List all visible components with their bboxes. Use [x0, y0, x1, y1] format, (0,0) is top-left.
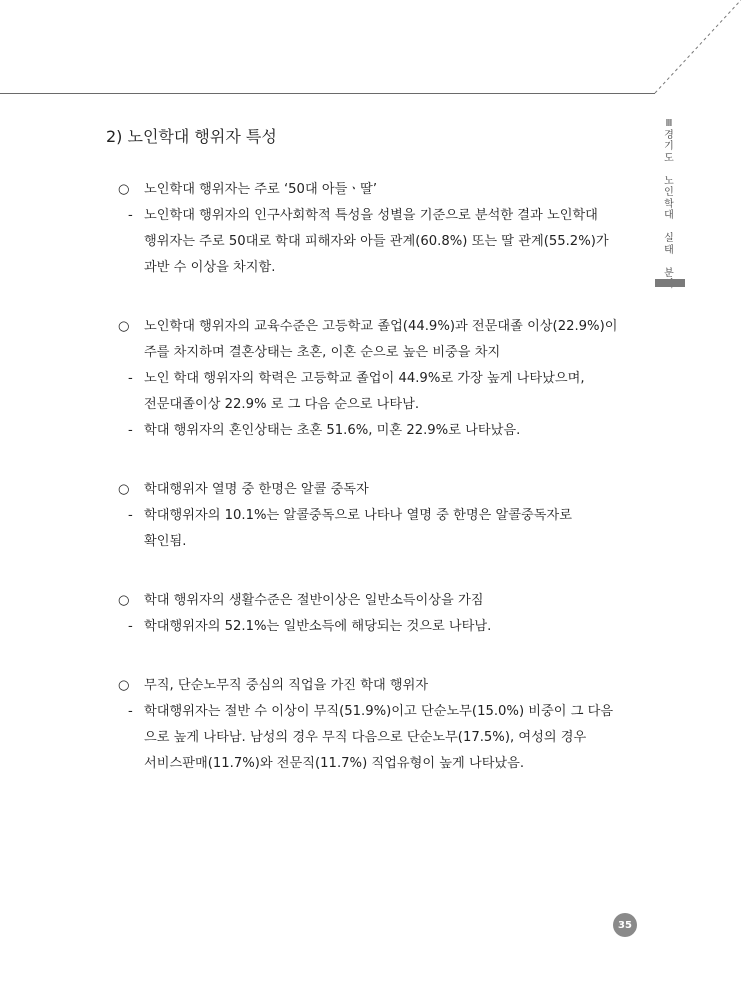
detail-line: 노인 학대 행위자의 학력은 고등학교 졸업이 44.9%로 가장 높게 나타났으며, [144, 371, 585, 386]
body-content [118, 176, 638, 809]
side-label-char [663, 164, 675, 176]
finding-heading [118, 476, 638, 503]
side-label-char: 분 [664, 267, 674, 279]
section-title: 2) 노인학대 행위자 특성 [106, 127, 277, 146]
finding-heading-text: 노인학대 행위자의 교육수준은 고등학교 졸업(44.9%)과 전문대졸 이상(22.9%)이 [144, 319, 618, 334]
detail-item [118, 699, 638, 725]
detail-line: 으로 높게 나타남. 남성의 경우 무직 다음으로 단순노무(17.5%), 여성의 경우 [144, 730, 587, 745]
side-label-char [663, 256, 675, 268]
bullet-icon: ○ [118, 319, 130, 334]
finding-heading-continuation: 주를 차지하며 결혼상태는 초혼, 이혼 순으로 높은 비중을 차지 [144, 345, 501, 360]
finding-heading-text: 학대 행위자의 생활수준은 절반이상은 일반소득이상을 가짐 [144, 593, 484, 608]
chapter-side-label [663, 118, 675, 291]
detail-line: 전문대졸이상 22.9% 로 그 다음 순으로 나타남. [144, 397, 420, 412]
bullet-icon: ○ [118, 593, 130, 608]
dash-icon: - [128, 508, 133, 523]
side-label-char: 학 [664, 198, 674, 210]
detail-line: 학대행위자는 절반 수 이상이 무직(51.9%)이고 단순노무(15.0%) 비중이 그 다음 [144, 704, 614, 719]
finding-block [118, 313, 638, 444]
detail-item [118, 418, 638, 444]
side-label-char: 대 [664, 210, 674, 221]
finding-heading [118, 313, 638, 340]
detail-item [118, 614, 638, 640]
page-number-badge: 35 [613, 913, 637, 937]
bullet-icon: ○ [118, 482, 130, 497]
finding-heading [118, 587, 638, 614]
corner-fold-decoration [0, 0, 741, 100]
side-label-char: Ⅲ [665, 118, 673, 129]
detail-line: 학대행위자의 52.1%는 일반소득에 해당되는 것으로 나타남. [144, 619, 492, 634]
finding-heading-text: 무직, 단순노무직 중심의 직업을 가진 학대 행위자 [144, 678, 429, 693]
finding-block [118, 587, 638, 640]
detail-line: 행위자는 주로 50대로 학대 피해자와 아들 관계(60.8%) 또는 딸 관계(55.2%)가 [144, 234, 609, 249]
finding-block [118, 672, 638, 777]
detail-line: 서비스판매(11.7%)와 전문직(11.7%) 직업유형이 높게 나타났음. [144, 756, 525, 771]
detail-line: 학대 행위자의 혼인상태는 초혼 51.6%, 미혼 22.9%로 나타났음. [144, 423, 521, 438]
side-label-char: 기 [664, 141, 674, 152]
dash-icon: - [128, 371, 133, 386]
finding-heading [118, 672, 638, 699]
side-label-char: 도 [664, 152, 674, 164]
dash-icon: - [128, 619, 133, 634]
side-label-char: 인 [664, 187, 674, 198]
chapter-tab-marker [655, 279, 685, 287]
side-label-char: 노 [664, 175, 674, 187]
finding-block [118, 476, 638, 555]
detail-item [118, 366, 638, 392]
bullet-icon: ○ [118, 678, 130, 693]
side-label-char: 경 [664, 129, 674, 141]
detail-line: 확인됨. [144, 534, 187, 549]
dash-icon: - [128, 423, 133, 438]
detail-item [118, 203, 638, 229]
side-label-char: 태 [664, 244, 674, 256]
finding-block [118, 176, 638, 281]
side-label-char [663, 222, 675, 234]
detail-line: 학대행위자의 10.1%는 알콜중독으로 나타나 열명 중 한명은 알콜중독자로 [144, 508, 572, 523]
detail-line: 노인학대 행위자의 인구사회학적 특성을 성별을 기준으로 분석한 결과 노인학대 [144, 208, 598, 223]
finding-heading-text: 학대행위자 열명 중 한명은 알콜 중독자 [144, 482, 369, 497]
side-label-char: 실 [664, 233, 674, 244]
finding-heading-text: 노인학대 행위자는 주로 ‘50대 아들ㆍ딸’ [144, 182, 378, 197]
finding-heading [118, 176, 638, 203]
detail-line: 과반 수 이상을 차지함. [144, 260, 276, 275]
bullet-icon: ○ [118, 182, 130, 197]
dash-icon: - [128, 704, 133, 719]
dash-icon: - [128, 208, 133, 223]
detail-item [118, 503, 638, 529]
